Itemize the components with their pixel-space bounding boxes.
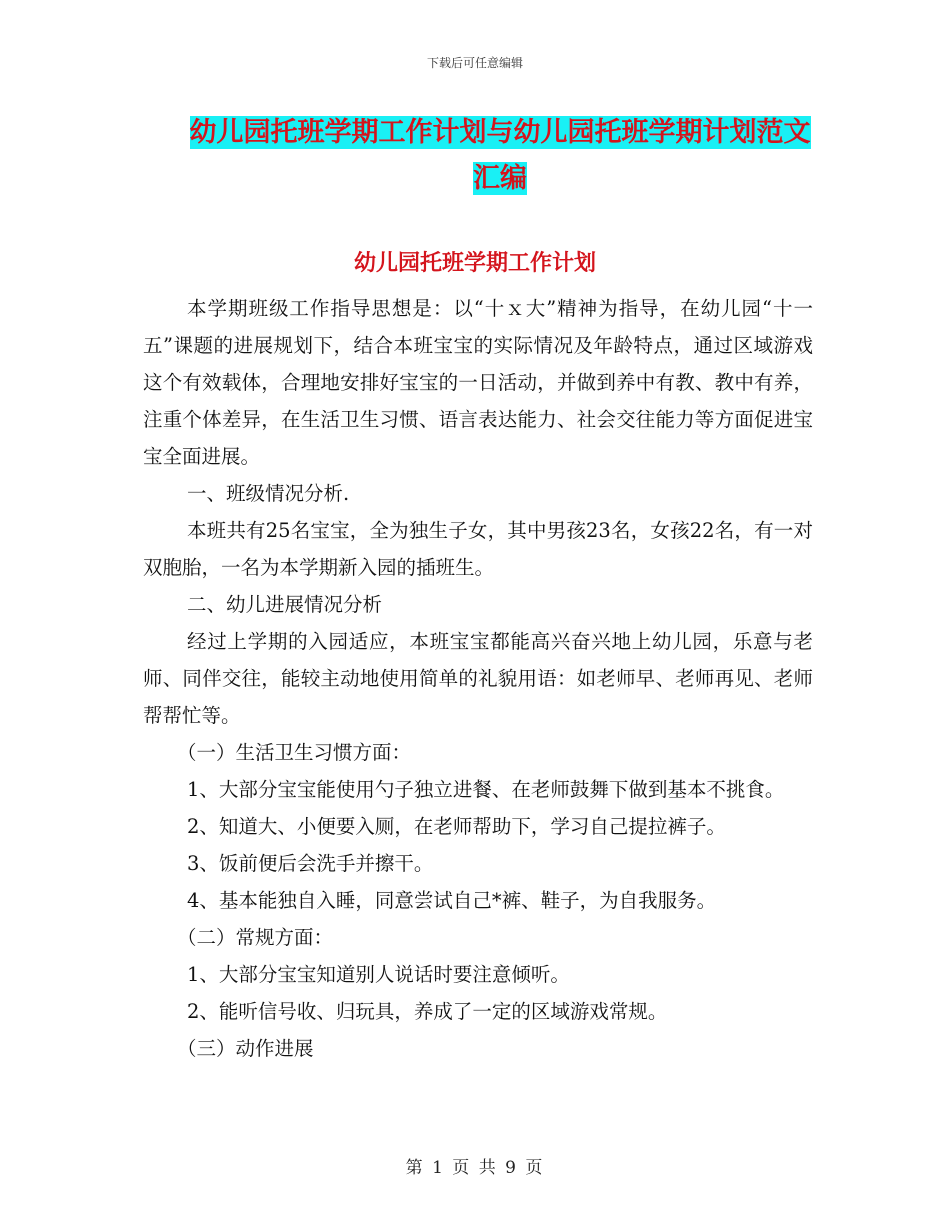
document-title [150,110,850,202]
list-item: 2、能听信号收、归玩具，养成了一定的区域游戏常规。 [187,1000,668,1023]
document-title-line1: 幼儿园托班学期工作计划与幼儿园托班学期计划范文 [189,117,811,148]
list-item: 1、大部分宝宝知道别人说话时要注意倾听。 [187,963,570,986]
heading-hygiene-habits: （一）生活卫生习惯方面： [177,741,412,764]
document-body [143,290,813,1067]
list-item: 2、知道大、小便要入厕，在老师帮助下，学习自己提拉裤子。 [187,815,726,838]
list-item: 4、基本能独自入睡，同意尝试自己*裤、鞋子，为自我服务。 [187,889,717,912]
heading-development-analysis: 二、幼儿进展情况分析 [187,593,383,616]
heading-motor-development: （三）动作进展 [177,1037,314,1060]
heading-class-analysis: 一、班级情况分析. [187,482,350,505]
list-item: 1、大部分宝宝能使用勺子独立进餐、在老师鼓舞下做到基本不挑食。 [187,778,785,801]
page-header: 下载后可任意编辑 [426,56,523,70]
list-item: 3、饭前便后会洗手并擦干。 [187,852,434,875]
page-footer: 第 1 页 共 9 页 [405,1158,545,1178]
section-title: 幼儿园托班学期工作计划 [353,251,596,276]
paragraph-guiding-idea: 本学期班级工作指导思想是：以“十ｘ大”精神为指导，在幼儿园“十一五”课题的进展规划下，结合本班宝宝的实际情况及年龄特点，通过区域游戏这个有效载体，合理地安排好宝宝的一日活动，并做到养中有教、教中有养，注重个体差异，在生活卫生习惯、语言表达能力、社会交往能力等方面促进宝宝全面进展。 [143,297,813,468]
heading-routine: （二）常规方面： [177,926,334,949]
paragraph-development-info: 经过上学期的入园适应，本班宝宝都能高兴奋兴地上幼儿园，乐意与老师、同伴交往，能较主动地使用简单的礼貌用语：如老师早、老师再见、老师帮帮忙等。 [143,630,813,727]
paragraph-class-info: 本班共有25名宝宝，全为独生子女，其中男孩23名，女孩22名，有一对双胞胎，一名为本学期新入园的插班生。 [143,519,813,579]
document-title-line2: 汇编 [473,163,527,194]
